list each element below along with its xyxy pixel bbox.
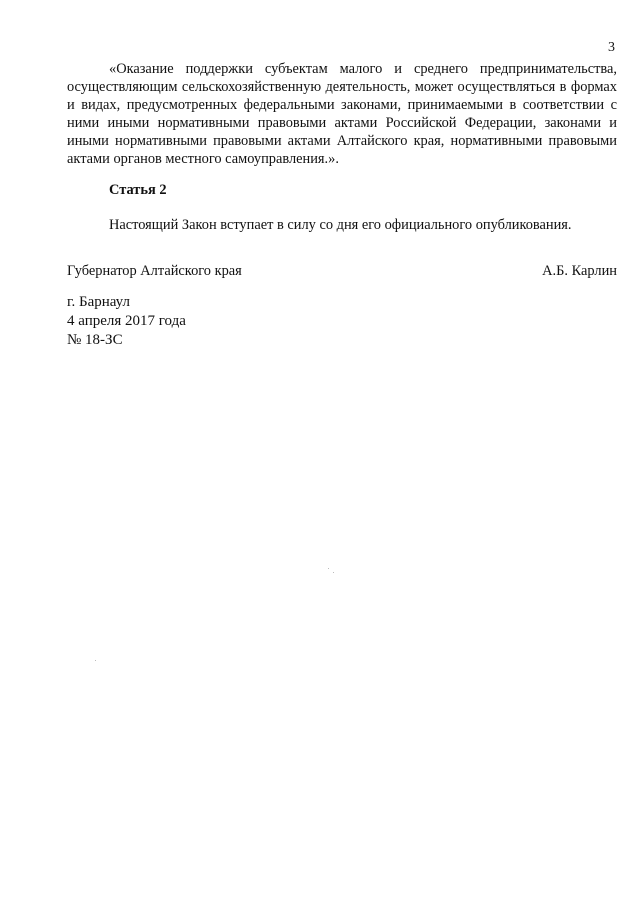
scan-speck (328, 568, 329, 569)
article-2-heading: Статья 2 (109, 182, 167, 198)
scan-speck (333, 572, 334, 573)
amendment-paragraph: «Оказание поддержки субъектам малого и среднего предпринимательства, осуществляющим сельскохозяйственную деятельность, может осуществляться в формах и видах, предусмотренных федеральными законами, принимаемыми в соответствии с ними иными нормативными правовыми актами Российской Федерации, законами и иными нормативными правовыми актами Алтайского края, нормативными правовыми актами органов местного самоуправления.». (67, 61, 617, 167)
scan-speck (95, 660, 96, 661)
enactment-block (67, 293, 186, 350)
page-number: 3 (608, 40, 615, 55)
article-2-text: Настоящий Закон вступает в силу со дня его официального опубликования. (109, 217, 572, 233)
enactment-city: г. Барнаул (67, 294, 130, 310)
signatory-position: Губернатор Алтайского края (67, 263, 242, 279)
enactment-date: 4 апреля 2017 года (67, 313, 186, 329)
signatory-name: А.Б. Карлин (542, 263, 617, 279)
signature-row (67, 263, 617, 280)
enactment-number: № 18-ЗС (67, 332, 123, 348)
